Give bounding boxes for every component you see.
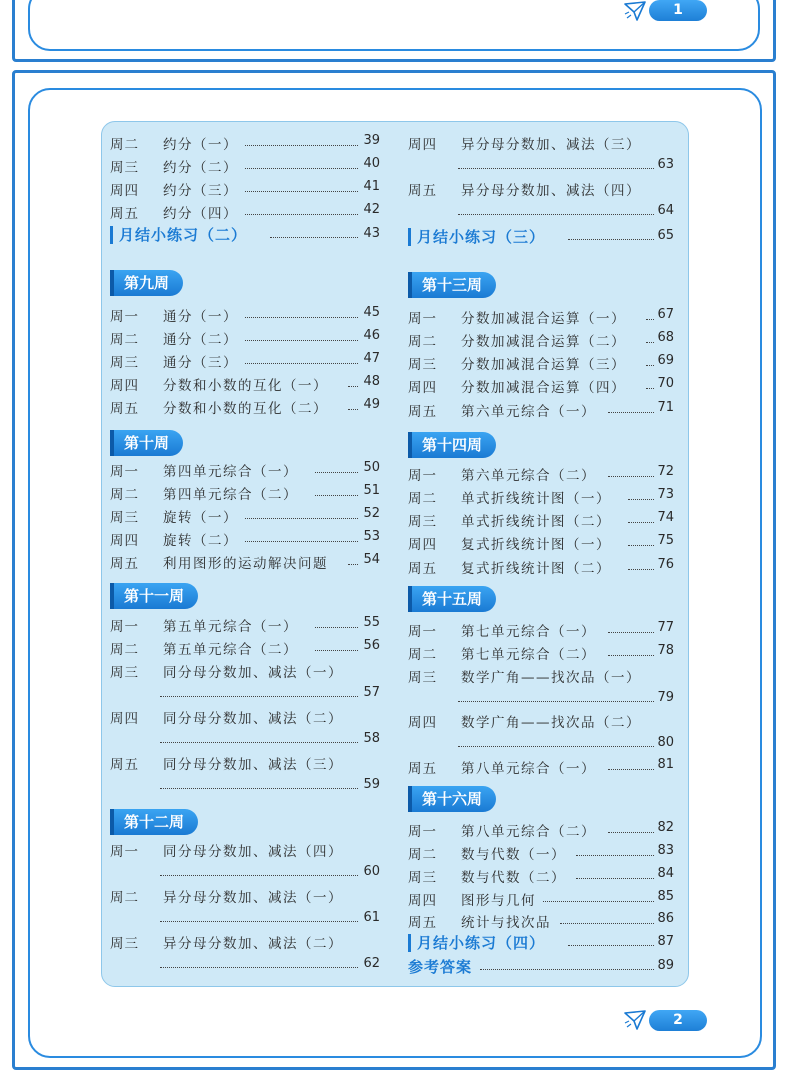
entry-page: 81 <box>657 757 674 772</box>
entry-page: 40 <box>363 156 380 171</box>
toc-entry[interactable] <box>110 840 380 886</box>
toc-entry[interactable] <box>110 886 380 932</box>
week-heading: 第九周 <box>110 270 183 296</box>
entry-day: 周三 <box>110 510 139 526</box>
entry-day: 周一 <box>408 824 437 840</box>
entry-day: 周三 <box>110 355 139 371</box>
entry-title: 通分（二） <box>163 332 238 348</box>
entry-page: 63 <box>657 157 674 172</box>
week-heading: 第十一周 <box>110 583 198 609</box>
entry-title: 第六单元综合（一） <box>461 404 596 420</box>
entry-day: 周五 <box>408 915 437 931</box>
entry-day: 周二 <box>110 642 139 658</box>
toc-entry[interactable] <box>408 643 674 665</box>
entry-page: 78 <box>657 643 674 658</box>
entry-title: 数学广角——找次品（一） <box>461 670 641 686</box>
entry-page: 49 <box>363 397 380 412</box>
toc-entry[interactable] <box>110 506 380 528</box>
entry-title: 约分（一） <box>163 137 238 153</box>
entry-day: 周四 <box>408 893 437 909</box>
week-heading: 第十六周 <box>408 786 496 812</box>
toc-entry[interactable] <box>408 330 674 352</box>
toc-entry[interactable] <box>110 374 380 396</box>
toc-entry[interactable] <box>408 866 674 888</box>
entry-day: 周三 <box>110 936 139 952</box>
summary-page: 43 <box>363 226 380 241</box>
entry-day: 周二 <box>110 137 139 153</box>
answers-entry[interactable] <box>408 956 674 978</box>
entry-page: 79 <box>657 690 674 705</box>
entry-page: 70 <box>657 376 674 391</box>
entry-title: 分数加减混合运算（四） <box>461 380 626 396</box>
entry-day: 周四 <box>110 183 139 199</box>
entry-page: 62 <box>363 956 380 971</box>
entry-title: 第五单元综合（一） <box>163 619 298 635</box>
page-number-bottom: 2 <box>649 1010 707 1031</box>
entry-page: 73 <box>657 487 674 502</box>
week-heading: 第十三周 <box>408 272 496 298</box>
entry-day: 周五 <box>408 561 437 577</box>
entry-page: 54 <box>363 552 380 567</box>
toc-entry[interactable] <box>408 911 674 933</box>
week-heading: 第十二周 <box>110 809 198 835</box>
monthly-practice-entry[interactable] <box>408 932 674 954</box>
entry-day: 周四 <box>110 533 139 549</box>
entry-page: 52 <box>363 506 380 521</box>
toc-entry[interactable] <box>110 615 380 637</box>
toc-entry[interactable] <box>408 376 674 398</box>
entry-page: 76 <box>657 557 674 572</box>
entry-page: 72 <box>657 464 674 479</box>
toc-entry[interactable] <box>110 202 380 224</box>
summary-page: 87 <box>657 934 674 949</box>
paper-plane-icon <box>623 1009 647 1031</box>
entry-title: 约分（二） <box>163 160 238 176</box>
entry-title: 通分（三） <box>163 355 238 371</box>
summary-title: 月结小练习（三） <box>417 228 546 246</box>
entry-day: 周一 <box>408 311 437 327</box>
toc-entry[interactable] <box>110 156 380 178</box>
toc-entry[interactable] <box>408 307 674 329</box>
entry-day: 周二 <box>110 487 139 503</box>
entry-day: 周五 <box>408 404 437 420</box>
toc-entry[interactable] <box>408 533 674 555</box>
entry-title: 数与代数（一） <box>461 847 566 863</box>
entry-day: 周五 <box>110 757 139 773</box>
toc-entry[interactable] <box>408 620 674 642</box>
entry-title: 异分母分数加、减法（四） <box>461 183 641 199</box>
toc-entry[interactable] <box>110 328 380 350</box>
entry-day: 周二 <box>110 890 139 906</box>
page-number-top: 1 <box>649 0 707 21</box>
toc-entry[interactable] <box>408 133 674 179</box>
entry-day: 周五 <box>110 556 139 572</box>
entry-page: 57 <box>363 685 380 700</box>
summary-title: 月结小练习（二） <box>119 226 248 244</box>
entry-title: 异分母分数加、减法（二） <box>163 936 343 952</box>
entry-day: 周二 <box>408 847 437 863</box>
entry-page: 42 <box>363 202 380 217</box>
entry-title: 第七单元综合（一） <box>461 624 596 640</box>
toc-entry[interactable] <box>408 666 674 712</box>
entry-title: 单式折线统计图（一） <box>461 491 611 507</box>
entry-title: 第六单元综合（二） <box>461 468 596 484</box>
entry-day: 周三 <box>408 514 437 530</box>
entry-page: 68 <box>657 330 674 345</box>
entry-title: 分数加减混合运算（一） <box>461 311 626 327</box>
entry-title: 数学广角——找次品（二） <box>461 715 641 731</box>
entry-day: 周三 <box>110 665 139 681</box>
entry-title: 数与代数（二） <box>461 870 566 886</box>
toc-entry[interactable] <box>408 464 674 486</box>
entry-page: 82 <box>657 820 674 835</box>
entry-title: 统计与找次品 <box>461 915 551 931</box>
entry-day: 周二 <box>408 334 437 350</box>
toc-entry[interactable] <box>110 552 380 574</box>
entry-page: 41 <box>363 179 380 194</box>
toc-entry[interactable] <box>110 179 380 201</box>
toc-entry[interactable] <box>408 711 674 757</box>
entry-page: 80 <box>657 735 674 750</box>
week-heading: 第十周 <box>110 430 183 456</box>
monthly-practice-entry[interactable] <box>110 224 380 246</box>
entry-page: 60 <box>363 864 380 879</box>
entry-title: 分数加减混合运算（二） <box>461 334 626 350</box>
entry-page: 59 <box>363 777 380 792</box>
entry-title: 旋转（二） <box>163 533 238 549</box>
entry-title: 单式折线统计图（二） <box>461 514 611 530</box>
toc-entry[interactable] <box>408 510 674 532</box>
entry-day: 周五 <box>110 401 139 417</box>
entry-day: 周三 <box>408 870 437 886</box>
entry-page: 69 <box>657 353 674 368</box>
entry-title: 同分母分数加、减法（二） <box>163 711 343 727</box>
entry-page: 58 <box>363 731 380 746</box>
entry-page: 77 <box>657 620 674 635</box>
entry-page: 86 <box>657 911 674 926</box>
entry-page: 75 <box>657 533 674 548</box>
entry-day: 周四 <box>408 380 437 396</box>
entry-title: 分数和小数的互化（一） <box>163 378 328 394</box>
entry-title: 图形与几何 <box>461 893 536 909</box>
toc-entry[interactable] <box>110 753 380 799</box>
entry-day: 周一 <box>110 844 139 860</box>
entry-day: 周四 <box>408 537 437 553</box>
entry-page: 74 <box>657 510 674 525</box>
entry-day: 周五 <box>408 761 437 777</box>
toc-entry[interactable] <box>408 400 674 422</box>
entry-title: 约分（三） <box>163 183 238 199</box>
entry-title: 第八单元综合（一） <box>461 761 596 777</box>
entry-page: 64 <box>657 203 674 218</box>
toc-entry[interactable] <box>110 638 380 660</box>
entry-title: 利用图形的运动解决问题 <box>163 556 328 572</box>
entry-title: 第七单元综合（二） <box>461 647 596 663</box>
entry-title: 复式折线统计图（二） <box>461 561 611 577</box>
entry-page: 39 <box>363 133 380 148</box>
toc-entry[interactable] <box>408 757 674 779</box>
toc-entry[interactable] <box>408 487 674 509</box>
entry-page: 85 <box>657 889 674 904</box>
entry-page: 83 <box>657 843 674 858</box>
entry-day: 周三 <box>408 357 437 373</box>
entry-day: 周四 <box>110 378 139 394</box>
entry-page: 84 <box>657 866 674 881</box>
toc-entry[interactable] <box>110 661 380 707</box>
toc-entry[interactable] <box>110 133 380 155</box>
entry-day: 周五 <box>408 183 437 199</box>
entry-day: 周二 <box>110 332 139 348</box>
entry-page: 56 <box>363 638 380 653</box>
toc-entry[interactable] <box>110 707 380 753</box>
entry-page: 51 <box>363 483 380 498</box>
entry-page: 45 <box>363 305 380 320</box>
toc-entry[interactable] <box>110 483 380 505</box>
entry-page: 61 <box>363 910 380 925</box>
week-heading: 第十五周 <box>408 586 496 612</box>
entry-title: 分数加减混合运算（三） <box>461 357 626 373</box>
entry-title: 第四单元综合（二） <box>163 487 298 503</box>
entry-day: 周三 <box>408 670 437 686</box>
entry-day: 周一 <box>110 464 139 480</box>
summary-title: 月结小练习（四） <box>417 934 546 952</box>
entry-day: 周一 <box>110 309 139 325</box>
entry-day: 周四 <box>408 715 437 731</box>
entry-page: 67 <box>657 307 674 322</box>
accent-bar <box>110 226 113 244</box>
toc-entry[interactable] <box>408 557 674 579</box>
accent-bar <box>408 934 411 952</box>
entry-title: 约分（四） <box>163 206 238 222</box>
entry-day: 周一 <box>110 619 139 635</box>
entry-title: 复式折线统计图（一） <box>461 537 611 553</box>
entry-day: 周四 <box>110 711 139 727</box>
entry-page: 53 <box>363 529 380 544</box>
toc-entry[interactable] <box>110 529 380 551</box>
monthly-practice-entry[interactable] <box>408 226 674 248</box>
toc-entry[interactable] <box>110 460 380 482</box>
accent-bar <box>408 228 411 246</box>
entry-day: 周五 <box>110 206 139 222</box>
toc-entry[interactable] <box>408 843 674 865</box>
entry-title: 同分母分数加、减法（四） <box>163 844 343 860</box>
entry-title: 通分（一） <box>163 309 238 325</box>
toc-entry[interactable] <box>408 353 674 375</box>
toc-entry[interactable] <box>110 351 380 373</box>
entry-day: 周二 <box>408 647 437 663</box>
answers-title: 参考答案 <box>408 958 473 976</box>
entry-title: 第八单元综合（二） <box>461 824 596 840</box>
entry-title: 第五单元综合（二） <box>163 642 298 658</box>
entry-page: 47 <box>363 351 380 366</box>
toc-entry[interactable] <box>408 179 674 225</box>
entry-title: 分数和小数的互化（二） <box>163 401 328 417</box>
paper-plane-icon <box>623 0 647 22</box>
entry-title: 异分母分数加、减法（三） <box>461 137 641 153</box>
week-heading: 第十四周 <box>408 432 496 458</box>
entry-title: 同分母分数加、减法（一） <box>163 665 343 681</box>
entry-title: 同分母分数加、减法（三） <box>163 757 343 773</box>
entry-page: 71 <box>657 400 674 415</box>
summary-page: 65 <box>657 228 674 243</box>
toc-entry[interactable] <box>408 820 674 842</box>
entry-day: 周二 <box>408 491 437 507</box>
entry-title: 旋转（一） <box>163 510 238 526</box>
entry-page: 46 <box>363 328 380 343</box>
entry-page: 48 <box>363 374 380 389</box>
entry-page: 55 <box>363 615 380 630</box>
toc-entry[interactable] <box>408 889 674 911</box>
entry-day: 周四 <box>408 137 437 153</box>
entry-day: 周一 <box>408 624 437 640</box>
toc-entry[interactable] <box>110 305 380 327</box>
entry-page: 50 <box>363 460 380 475</box>
toc-entry[interactable] <box>110 397 380 419</box>
toc-entry[interactable] <box>110 932 380 978</box>
entry-day: 周三 <box>110 160 139 176</box>
entry-title: 异分母分数加、减法（一） <box>163 890 343 906</box>
entry-title: 第四单元综合（一） <box>163 464 298 480</box>
entry-day: 周一 <box>408 468 437 484</box>
answers-page: 89 <box>657 958 674 973</box>
